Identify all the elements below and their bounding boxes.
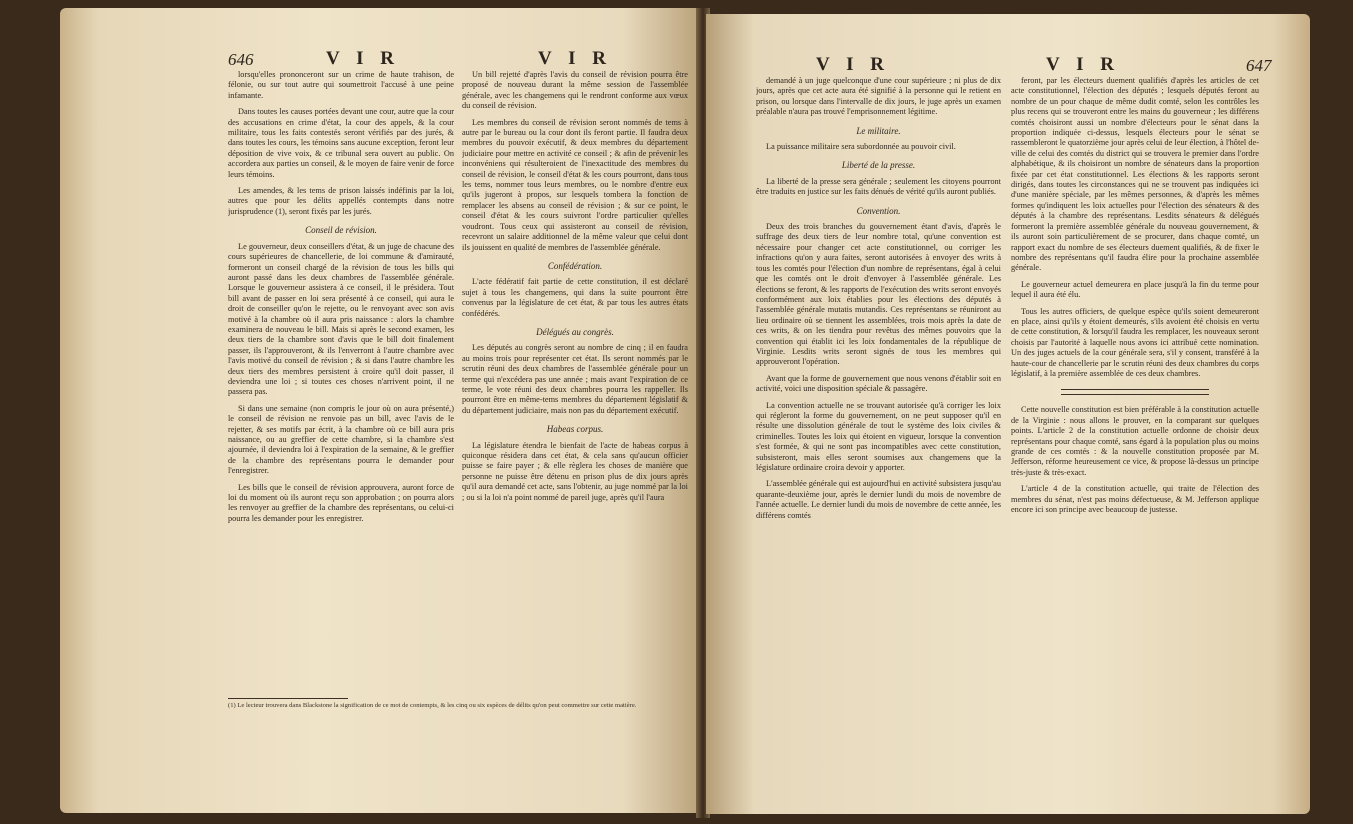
paragraph: feront, par les électeurs duement qualifiés d'après les articles de cet acte constitutionnel, l'élection des députés ; lesquels députés feront au nombre de un pour chaque de même dudit comté, selon les contrôles les plus recens qui se trouveront entre les mains du gouverneur ; les différens comtés choisiront aussi un nombre d'électeurs pour le sénat dans la proportion indiquée ci-dessus, lesquels électeurs pour le sénat se rassembleront le quatorzième jour après celui de leur élection, à l'hôtel de-ville de celui des comtés du district qui se trouvera le premier dans l'ordre alphabétique, & ils choisiront un nombre de sénateurs dans la proportion fixée par cet état constitutionnel. Les élections & les rapports seront dirigés, dans toutes les circonstances qui ne se trouvent pas indiquées ici d'une manière spéciale, par les mêmes personnes, & d'après les mêmes formes qu'indiquent les loix actuelles pour l'élection des sénateurs & des députés à la chambre des représentans. Lesdits sénateurs & délégués formeront la première assemblée générale du nouveau gouvernement, & ils auront soin particulièrement de se procurer, dans chaque comté, un rapport exact du nombre de ses électeurs duement qualifiés, & de fixer le nombre des représentans qu'il faudra élire pour la prochaine assemblée générale.	[1011, 76, 1259, 273]
left-column-2	[462, 70, 688, 695]
section-heading: Le militaire.	[856, 125, 901, 136]
paragraph: Avant que la forme de gouvernement que nous venons d'établir soit en activité, voici une disposition spéciale & passagère.	[756, 373, 1001, 394]
paragraph: L'article 4 de la constitution actuelle, qui traite de l'élection des membres du sénat, n'est pas moins défectueuse, & M. Jefferson applique encore ici son principe avec beaucoup de justesse.	[1011, 484, 1259, 515]
right-page-number: 647	[1246, 56, 1272, 75]
left-running-head-2: V I R	[538, 48, 612, 69]
paragraph: Deux des trois branches du gouvernement étant d'avis, d'après le suffrage des deux tiers de leur nombre total, qu'une convention est nécessaire pour changer cet acte constitutionnel, ou corriger les infractions qu'on y aura faites, seront autorisées à envoyer des writs à tous les comtés pour l'élection d'un nombre de représentans, égal à celui que les comtés ont le droit d'envoyer à l'assemblée générale. Les élections se feront, & les rapports de l'exécution des writs seront envoyés conformément aux loix établies pour les élections des députés à l'assemblée générale mutatis mutandis. Ces représentans se réuniront au lieu ordinaire où se tiennent les assemblées, trois mois après la date de ces writs, & on les tiendra pour revêtus des mêmes pouvoirs que la convention qui établit ici les loix fondamentales de la république de Virginie. Lesdits writs seront signés de tous les membres qui approuveront l'opération.	[756, 222, 1001, 367]
paragraph: demandé à un juge quelconque d'une cour supérieure ; ni plus de dix jours, après que cet acte aura été signifié à la personne qui le retient en prison, ou lorsque dans l'intervalle de dix jours, le juge après un examen préalable n'aura pas trouvé l'emprisonnement légitime.	[756, 76, 1001, 117]
paragraph: La convention actuelle ne se trouvant autorisée qu'à corriger les loix qui régleront la forme du gouvernement, on ne peut supposer qu'il en résulte une dissolution générale de tout le système des loix civiles & criminelles. Toutes les loix qui étoient en vigueur, lorsque la convention s'est formée, & qui ne sont pas incompatibles avec cette constitution, subsisteront, mais elles seront soumises aux changemens que la législature ordinaire croira devoir y apporter.	[756, 400, 1001, 472]
open-book	[60, 8, 1310, 818]
footnote-rule	[228, 698, 348, 699]
paragraph: L'acte fédératif fait partie de cette constitution, il est déclaré sujet à tous les changemens, qui dans la suite pourront être convenus par la législature de cet état, & par tous les autres états confédérés.	[462, 277, 688, 318]
paragraph: L'assemblée générale qui est aujourd'hui en activité subsistera jusqu'au quarante-deuxième jour, après le dernier lundi du mois de novembre de l'année actuelle. Le dernier lundi du mois de novembre de cette année, les différens comtés	[756, 479, 1001, 520]
right-column-1	[756, 76, 1001, 796]
paragraph: La législature étendra le bienfait de l'acte de habeas corpus à quiconque résidera dans cet état, & cela sans qu'aucun officier puisse se faire payer ; & elle règlera les choses de manière que personne ne puisse être détenu en prison plus de dix jours après qu'il aura demandé cet acte, sans l'obtenir, au juge nommé par la loi ; ou si la loi n'a point nommé de pareil juge, après qu'il l'aura	[462, 440, 688, 502]
left-column-1	[228, 70, 454, 695]
paragraph: Les bills que le conseil de révision approuvera, auront force de loi du moment où ils auront reçu son approbation ; on pourra alors les renvoyer au greffier de la chambre des représentans, ou celui-ci pourra les demander pour les enregistrer.	[228, 482, 454, 523]
paragraph: Tous les autres officiers, de quelque espèce qu'ils soient demeureront en place, ainsi qu'ils y étoient demeurés, s'ils avoient été choisis en vertu de cette constitution, & lorsqu'il faudra les remplacer, les nouveaux seront choisis par l'autorité à laquelle nous avons ici attribué cette nomination. Un des juges actuels de la cour générale sera, s'il y consent, transféré à la haute-cour de chancellerie par le scrutin réuni des deux chambres du corps législatif, à la première assemblée de ces deux chambres.	[1011, 306, 1259, 378]
paragraph: Un bill rejetté d'après l'avis du conseil de révision pourra être proposé de nouveau durant la même session de l'assemblée générale, avec les changemens qui le rendront conforme aux vœux du conseil de révision.	[462, 70, 688, 111]
paragraph: Le gouverneur actuel demeurera en place jusqu'à la fin du terme pour lequel il aura été élu.	[1011, 279, 1259, 300]
paragraph: Les membres du conseil de révision seront nommés de tems à autre par le bureau ou la cour dont ils feront partie. Il faudra deux membres du pouvoir exécutif, & deux membres du département judiciaire pour mettre en activité ce conseil ; & afin de prévenir les inconvéniens qui résulteroient de l'inexactitude des membres du conseil de révision, le conseil d'état & les cours pourront, dans tous les tems, nommer tous leurs membres, ou le nombre d'entre eux qu'ils jugeront à propos, sur lesquels tombera la fonction de remplacer les absens au conseil de révision ; & sur ce point, le conseil d'état & les cours suivront l'ordre particulier qu'elles voudront. Tous ceux qui assisteront au conseil de révision, recevront un salaire additionnel de la même valeur que celui dont ils jouissent en qualité de membres de l'assemblée générale.	[462, 117, 688, 252]
section-heading: Liberté de la presse.	[841, 160, 916, 171]
left-page-number: 646	[228, 50, 254, 69]
paragraph: Si dans une semaine (non compris le jour où on aura présenté,) le conseil de révision ne renvoie pas un bill, avec l'avis de le rejetter, & ses motifs par écrit, à la chambre où ce bill aura pris naissance, ou au greffier de cette chambre, si la chambre s'est ajournée, il deviendra loi à l'expiration de la semaine, & le greffier de la chambre des représentans pourra le demander pour l'enregistrer.	[228, 403, 454, 476]
section-separator	[1061, 389, 1210, 395]
paragraph: La liberté de la presse sera générale ; seulement les citoyens pourront être traduits en justice sur les faits dénués de vérité qu'ils auront publiés.	[756, 176, 1001, 197]
paragraph: Cette nouvelle constitution est bien préférable à la constitution actuelle de la Virginie : nous allons le prouver, en la comparant sur quelques points. L'article 2 de la constitution actuelle ordonne de choisir deux représentans pour chaque comté, sans égard à la population plus ou moins grande de ces comtés : & la nouvelle constitution proposée par M. Jefferson, réforme heureusement ce vice, & propose là-dessus un principe très-juste & très-exact.	[1011, 405, 1259, 477]
section-heading: Conseil de révision.	[305, 225, 377, 236]
paragraph: La puissance militaire sera subordonnée au pouvoir civil.	[766, 142, 956, 152]
paragraph: Les députés au congrès seront au nombre de cinq ; il en faudra au moins trois pour représenter cet état. Ils seront nommés par le scrutin réuni des deux chambres de l'assemblée générale pour un terme qui n'excédera pas une année ; mais avant l'expiration de ce terme, le vote réuni des deux chambres pourra les rappeller. Ils pourront être en même-tems membres du département législatif & du département judiciaire, mais non pas du département exécutif.	[462, 343, 688, 415]
right-page	[706, 14, 1310, 814]
left-page	[60, 8, 700, 813]
paragraph: Dans toutes les causes portées devant une cour, autre que la cour des accusations en crime d'état, la cour des appels, & la cour militaire, tous les faits contestés seront vérifiés par des jurés, & dans toutes les cours, les témoins sans aucune exception, feront leur déposition de vive voix, & ce tribunal sera ouvert au public. On accordera aux parties un conseil, & le moyen de faire venir de force leurs témoins.	[228, 107, 454, 179]
paragraph: Les amendes, & les tems de prison laissés indéfinis par la loi, autres que pour les délits appellés contempts dans notre jurisprudence (1), seront fixés par les jurés.	[228, 186, 454, 216]
left-running-head-1: V I R	[326, 48, 400, 69]
paragraph: Le gouverneur, deux conseillers d'état, & un juge de chacune des cours supérieures de chancellerie, de loi commune & d'amirauté, formeront un conseil chargé de la révision de tous les bills qui auront passé dans les deux chambres de l'assemblée générale. Lorsque le gouverneur assistera à ce conseil, il le présidera. Tout bill avant de passer en loi sera présenté à ce conseil, qui aura le droit de conseiller qu'on le rejette, ou le renvoyant avec son avis motivé à la chambre où il aura pris naissance : alors la chambre examinera de nouveau le bill. Mais si après le second examen, les deux tiers de la chambre sont d'avis que le bill doit finalement passer, ils l'approuveront, & ils l'enverront à l'autre chambre avec l'avis motivé du conseil de révision ; & si dans l'autre chambre les deux tiers des membres persistent à croire qu'il doit passer, il deviendra une loi ; si toutes ces choses n'arrivent point, il ne passera pas.	[228, 241, 454, 397]
right-column-2	[1011, 76, 1259, 796]
section-heading: Habeas corpus.	[546, 424, 604, 435]
section-heading: Confédération.	[547, 260, 603, 271]
section-heading: Convention.	[856, 205, 901, 216]
right-running-head-2: V I R	[1046, 54, 1120, 75]
right-running-head-1: V I R	[816, 54, 890, 75]
section-heading: Délégués au congrès.	[536, 326, 614, 337]
paragraph: lorsqu'elles prononceront sur un crime de haute trahison, de félonie, ou sur tout autre qui soumettroit l'accusé à une peine infamante.	[228, 70, 454, 100]
footnote: (1) Le lecteur trouvera dans Blackstone la signification de ce mot de contempts, & les cinq ou six espèces de délits qu'on peut commettre sur cette matière.	[228, 702, 637, 709]
